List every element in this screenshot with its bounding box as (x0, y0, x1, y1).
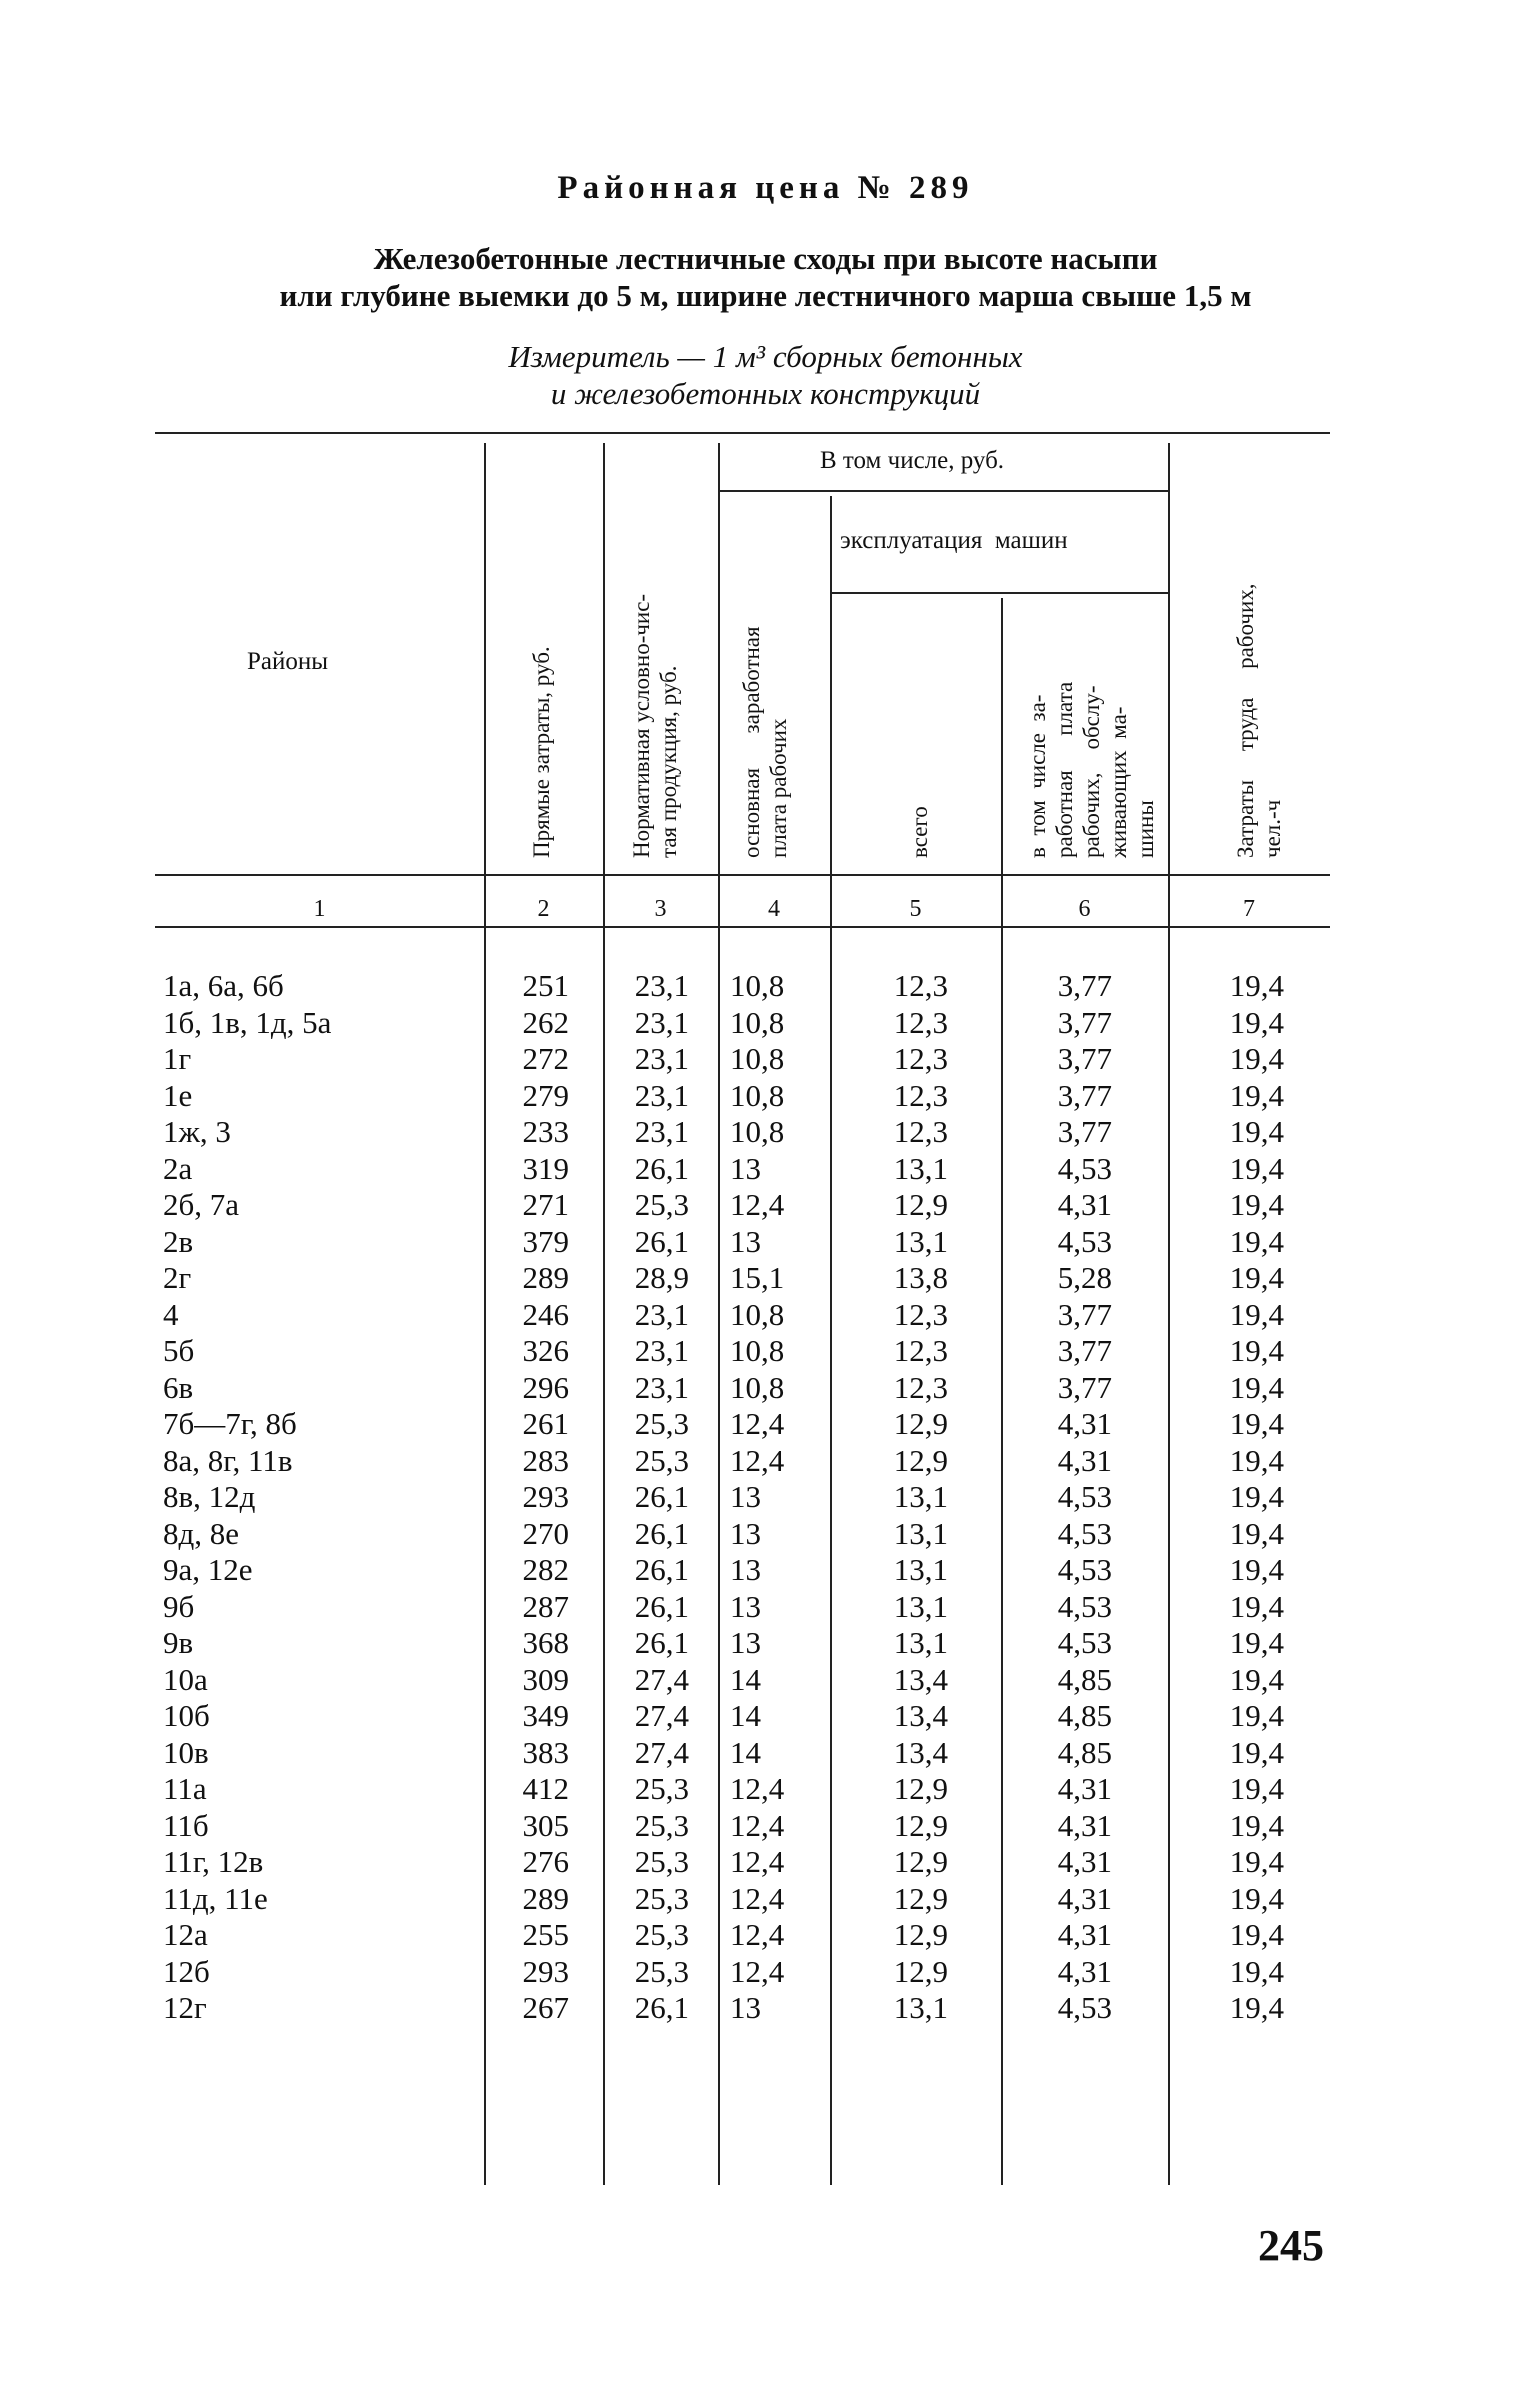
cell-wage: 13 (730, 1515, 761, 1551)
cell-normative: 26,1 (634, 1990, 689, 2025)
cell-labor: 19,4 (1229, 1077, 1284, 1113)
cell-region: 11б (163, 1807, 209, 1843)
column-number-1: 1 (313, 896, 326, 922)
cell-machines-total: 13,1 (893, 1588, 948, 1624)
cell-region: 11г, 12в (163, 1844, 264, 1879)
cell-direct-costs: 379 (522, 1223, 569, 1259)
cell-region: 4 (163, 1296, 179, 1332)
cell-region: 9б (163, 1588, 195, 1624)
cell-normative: 26,1 (634, 1150, 689, 1186)
cell-machines-total: 12,9 (893, 1187, 948, 1222)
cell-machines-total: 13,1 (893, 1515, 948, 1551)
cell-wage: 10,8 (730, 968, 785, 1003)
cell-direct-costs: 293 (522, 1479, 569, 1514)
cell-wage: 13 (730, 1223, 761, 1259)
cell-machines-total: 12,9 (893, 1771, 948, 1806)
measure-line-2: и железобетонных конструкций (550, 376, 981, 411)
cell-normative: 25,3 (634, 1807, 689, 1843)
cell-machines-wage: 3,77 (1057, 1114, 1112, 1149)
column-number-5: 5 (909, 896, 922, 922)
cell-direct-costs: 271 (522, 1187, 569, 1222)
column-number-4: 4 (768, 896, 780, 922)
cell-machines-total: 13,1 (893, 1223, 948, 1259)
cell-wage: 10,8 (730, 1114, 785, 1149)
cell-machines-total: 13,1 (893, 1552, 948, 1587)
cell-machines-wage: 4,31 (1057, 1953, 1112, 1989)
cell-machines-total: 12,3 (893, 1333, 948, 1368)
cell-normative: 23,1 (634, 1004, 689, 1040)
cell-wage: 12,4 (730, 1442, 785, 1478)
cell-machines-total: 13,1 (893, 1625, 948, 1660)
cell-normative: 25,3 (634, 1880, 689, 1916)
cell-direct-costs: 255 (522, 1917, 569, 1952)
col-divider-3 (718, 443, 720, 2185)
cell-region: 8в, 12д (163, 1479, 256, 1514)
cell-labor: 19,4 (1229, 1479, 1284, 1514)
cell-direct-costs: 368 (522, 1625, 569, 1660)
cell-wage: 13 (730, 1588, 761, 1624)
subtitle-line-1: Железобетонные лестничные сходы при высоте насыпи (373, 241, 1158, 276)
cell-direct-costs: 261 (522, 1406, 569, 1441)
cell-wage: 14 (730, 1661, 761, 1697)
cell-machines-total: 12,3 (893, 1004, 948, 1040)
cell-region: 1а, 6а, 6б (163, 968, 284, 1003)
cell-machines-wage: 3,77 (1057, 968, 1112, 1003)
cell-machines-total: 12,9 (893, 1844, 948, 1879)
cell-wage: 12,4 (730, 1953, 785, 1989)
cell-normative: 25,3 (634, 1442, 689, 1478)
cell-direct-costs: 246 (522, 1296, 569, 1332)
cell-labor: 19,4 (1229, 1150, 1284, 1186)
cell-machines-wage: 4,31 (1057, 1844, 1112, 1879)
cell-normative: 23,1 (634, 1296, 689, 1332)
cell-region: 12г (163, 1990, 207, 2025)
cell-labor: 19,4 (1229, 1369, 1284, 1405)
cell-region: 8д, 8е (163, 1515, 240, 1551)
column-number-7: 7 (1243, 896, 1255, 922)
cell-labor: 19,4 (1229, 1661, 1284, 1697)
cell-machines-wage: 4,31 (1057, 1406, 1112, 1441)
cell-machines-total: 12,9 (893, 1807, 948, 1843)
cell-machines-wage: 4,53 (1057, 1625, 1112, 1660)
cell-labor: 19,4 (1229, 1734, 1284, 1770)
table-top-rule (155, 432, 1330, 434)
cell-machines-wage: 4,53 (1057, 1588, 1112, 1624)
cell-labor: 19,4 (1229, 1442, 1284, 1478)
cell-machines-total: 12,9 (893, 1406, 948, 1441)
cell-labor: 19,4 (1229, 1041, 1284, 1076)
cell-direct-costs: 319 (522, 1150, 569, 1186)
cell-normative: 25,3 (634, 1187, 689, 1222)
cell-machines-total: 12,9 (893, 1917, 948, 1952)
cell-wage: 12,4 (730, 1187, 785, 1222)
cell-wage: 14 (730, 1698, 761, 1733)
measure-line-1: Измеритель — 1 м³ сборных бетонных (508, 339, 1023, 374)
cell-machines-wage: 4,53 (1057, 1990, 1112, 2025)
cell-direct-costs: 283 (522, 1442, 569, 1478)
cell-direct-costs: 279 (522, 1077, 569, 1113)
cell-region: 2б, 7а (163, 1187, 240, 1222)
cell-normative: 25,3 (634, 1771, 689, 1806)
cell-direct-costs: 326 (522, 1333, 569, 1368)
cell-machines-wage: 4,53 (1057, 1479, 1112, 1514)
cell-normative: 23,1 (634, 1333, 689, 1368)
column-number-6: 6 (1078, 896, 1091, 922)
cell-machines-total: 13,8 (893, 1260, 948, 1295)
cell-labor: 19,4 (1229, 1844, 1284, 1879)
cell-wage: 10,8 (730, 1333, 785, 1368)
cell-machines-total: 12,3 (893, 968, 948, 1003)
cell-normative: 26,1 (634, 1223, 689, 1259)
cell-direct-costs: 293 (522, 1953, 569, 1989)
cell-region: 2а (163, 1150, 193, 1186)
cell-region: 12б (163, 1953, 210, 1989)
cell-direct-costs: 289 (522, 1260, 569, 1295)
cell-region: 12а (163, 1917, 208, 1952)
cell-machines-wage: 4,85 (1057, 1698, 1112, 1733)
cell-direct-costs: 349 (522, 1698, 569, 1733)
cell-direct-costs: 282 (522, 1552, 569, 1587)
cell-labor: 19,4 (1229, 1333, 1284, 1368)
cell-region: 1ж, 3 (163, 1114, 231, 1149)
table-subtitle (140, 240, 1391, 314)
cell-normative: 23,1 (634, 1077, 689, 1113)
cell-machines-total: 13,1 (893, 1479, 948, 1514)
cell-region: 6в (163, 1369, 194, 1405)
cell-machines-wage: 4,31 (1057, 1187, 1112, 1222)
cell-labor: 19,4 (1229, 1187, 1284, 1222)
cell-region: 11а (163, 1771, 207, 1806)
cell-machines-wage: 4,85 (1057, 1734, 1112, 1770)
cell-machines-total: 13,4 (893, 1698, 948, 1733)
cell-direct-costs: 305 (522, 1807, 569, 1843)
cell-region: 9а, 12е (163, 1552, 253, 1587)
cell-normative: 27,4 (634, 1734, 689, 1770)
cell-wage: 12,4 (730, 1771, 785, 1806)
measure-unit (0, 338, 1531, 412)
header-total: всего (907, 806, 932, 858)
cell-normative: 27,4 (634, 1698, 689, 1733)
cell-direct-costs: 233 (522, 1114, 569, 1149)
cell-wage: 13 (730, 1150, 761, 1186)
cell-labor: 19,4 (1229, 1296, 1284, 1332)
cell-normative: 23,1 (634, 968, 689, 1003)
cell-region: 11д, 11е (163, 1880, 268, 1916)
header-machines: эксплуатация машин (840, 527, 1068, 554)
header-regions: Районы (247, 648, 329, 675)
cell-region: 10б (163, 1698, 210, 1733)
header-incl-wage: в том числе за- работная плата рабочих, обслу- живающих ма- шины (1025, 681, 1158, 858)
cell-wage: 10,8 (730, 1369, 785, 1405)
including-rule (718, 490, 1168, 492)
cell-labor: 19,4 (1229, 1406, 1284, 1441)
cell-wage: 13 (730, 1625, 761, 1660)
cell-machines-total: 12,9 (893, 1880, 948, 1916)
cell-machines-wage: 3,77 (1057, 1333, 1112, 1368)
header-wage: основная заработная плата рабочих (739, 626, 791, 858)
cell-wage: 12,4 (730, 1807, 785, 1843)
cell-normative: 23,1 (634, 1114, 689, 1149)
cell-direct-costs: 289 (522, 1880, 569, 1916)
cell-normative: 23,1 (634, 1369, 689, 1405)
cell-normative: 26,1 (634, 1479, 689, 1514)
cell-machines-total: 12,9 (893, 1953, 948, 1989)
cell-direct-costs: 412 (522, 1771, 569, 1806)
cell-direct-costs: 272 (522, 1041, 569, 1076)
cell-direct-costs: 267 (522, 1990, 569, 2025)
cell-labor: 19,4 (1229, 1917, 1284, 1952)
cell-labor: 19,4 (1229, 968, 1284, 1003)
cell-normative: 28,9 (634, 1260, 689, 1295)
cell-direct-costs: 287 (522, 1588, 569, 1624)
cell-machines-wage: 4,31 (1057, 1917, 1112, 1952)
cell-machines-wage: 4,53 (1057, 1552, 1112, 1587)
cell-region: 10в (163, 1734, 209, 1770)
cell-normative: 26,1 (634, 1552, 689, 1587)
page-title: Районная цена № 289 (557, 170, 974, 206)
cell-labor: 19,4 (1229, 1223, 1284, 1259)
cell-machines-wage: 4,53 (1057, 1515, 1112, 1551)
cell-machines-wage: 5,28 (1057, 1260, 1112, 1295)
cell-direct-costs: 251 (522, 968, 569, 1003)
cell-direct-costs: 309 (522, 1661, 569, 1697)
cell-region: 7б—7г, 8б (163, 1406, 297, 1441)
cell-normative: 23,1 (634, 1041, 689, 1076)
cell-machines-wage: 4,31 (1057, 1880, 1112, 1916)
cell-wage: 12,4 (730, 1406, 785, 1441)
cell-machines-total: 13,4 (893, 1734, 948, 1770)
column-number-2: 2 (537, 896, 550, 922)
subtitle-line-2: или глубине выемки до 5 м, ширине лестничного марша свыше 1,5 м (279, 278, 1252, 313)
cell-wage: 12,4 (730, 1844, 785, 1879)
cell-normative: 25,3 (634, 1953, 689, 1989)
cell-machines-total: 13,1 (893, 1150, 948, 1186)
cell-region: 2в (163, 1223, 194, 1259)
cell-labor: 19,4 (1229, 1552, 1284, 1587)
cell-wage: 13 (730, 1479, 761, 1514)
cell-region: 2г (163, 1260, 192, 1295)
cell-direct-costs: 383 (522, 1734, 569, 1770)
cell-normative: 26,1 (634, 1588, 689, 1624)
cell-wage: 10,8 (730, 1296, 785, 1332)
cell-machines-wage: 3,77 (1057, 1369, 1112, 1405)
cell-machines-total: 12,3 (893, 1369, 948, 1405)
cell-machines-wage: 3,77 (1057, 1004, 1112, 1040)
cell-wage: 10,8 (730, 1041, 785, 1076)
header-normative: Нормативная условно-чис- тая продукция, руб. (629, 593, 681, 858)
cell-machines-total: 12,3 (893, 1041, 948, 1076)
cell-machines-wage: 4,31 (1057, 1771, 1112, 1806)
cell-machines-wage: 4,85 (1057, 1661, 1112, 1697)
cell-machines-total: 12,3 (893, 1077, 948, 1113)
cell-wage: 12,4 (730, 1880, 785, 1916)
cell-region: 1е (163, 1077, 193, 1113)
cell-normative: 26,1 (634, 1515, 689, 1551)
cell-direct-costs: 270 (522, 1515, 569, 1551)
cell-wage: 15,1 (730, 1260, 785, 1295)
cell-labor: 19,4 (1229, 1515, 1284, 1551)
cell-labor: 19,4 (1229, 1771, 1284, 1806)
cell-labor: 19,4 (1229, 1807, 1284, 1843)
cell-machines-wage: 3,77 (1057, 1077, 1112, 1113)
cell-normative: 25,3 (634, 1406, 689, 1441)
cell-normative: 26,1 (634, 1625, 689, 1660)
cell-region: 5б (163, 1333, 195, 1368)
cell-direct-costs: 262 (522, 1004, 569, 1040)
header-bottom-rule (155, 874, 1330, 876)
cell-wage: 13 (730, 1552, 761, 1587)
cell-labor: 19,4 (1229, 1880, 1284, 1916)
header-including: В том числе, руб. (820, 447, 1005, 474)
cell-normative: 27,4 (634, 1661, 689, 1697)
cell-wage: 10,8 (730, 1004, 785, 1040)
cell-machines-wage: 4,31 (1057, 1442, 1112, 1478)
cell-labor: 19,4 (1229, 1004, 1284, 1040)
cell-labor: 19,4 (1229, 1260, 1284, 1295)
machines-rule (830, 592, 1168, 594)
cell-machines-total: 13,1 (893, 1990, 948, 2025)
cell-normative: 25,3 (634, 1844, 689, 1879)
cell-wage: 10,8 (730, 1077, 785, 1113)
cell-direct-costs: 296 (522, 1369, 569, 1405)
cell-region: 1г (163, 1041, 192, 1076)
cell-labor: 19,4 (1229, 1698, 1284, 1733)
cell-wage: 13 (730, 1990, 761, 2025)
cell-region: 8а, 8г, 11в (163, 1442, 293, 1478)
cell-labor: 19,4 (1229, 1953, 1284, 1989)
cell-machines-wage: 3,77 (1057, 1041, 1112, 1076)
cell-region: 1б, 1в, 1д, 5а (163, 1004, 332, 1040)
cell-labor: 19,4 (1229, 1625, 1284, 1660)
cell-machines-wage: 4,53 (1057, 1150, 1112, 1186)
cell-machines-wage: 4,31 (1057, 1807, 1112, 1843)
column-number-rule (155, 926, 1330, 928)
cell-machines-wage: 3,77 (1057, 1296, 1112, 1332)
cell-machines-wage: 4,53 (1057, 1223, 1112, 1259)
column-number-3: 3 (654, 896, 667, 922)
cell-region: 9в (163, 1625, 194, 1660)
cell-machines-total: 12,3 (893, 1296, 948, 1332)
cell-labor: 19,4 (1229, 1990, 1284, 2025)
cell-normative: 25,3 (634, 1917, 689, 1952)
header-direct-costs: Прямые затраты, руб. (529, 646, 554, 858)
page-number: 245 (1258, 2221, 1324, 2270)
cell-direct-costs: 276 (522, 1844, 569, 1879)
header-labor: Затраты труда рабочих, чел.-ч (1233, 583, 1285, 858)
cell-machines-total: 12,3 (893, 1114, 948, 1149)
cell-wage: 12,4 (730, 1917, 785, 1952)
cell-wage: 14 (730, 1734, 761, 1770)
cell-machines-total: 12,9 (893, 1442, 948, 1478)
cell-region: 10а (163, 1661, 208, 1697)
cell-labor: 19,4 (1229, 1114, 1284, 1149)
cell-machines-total: 13,4 (893, 1661, 948, 1697)
cell-labor: 19,4 (1229, 1588, 1284, 1624)
